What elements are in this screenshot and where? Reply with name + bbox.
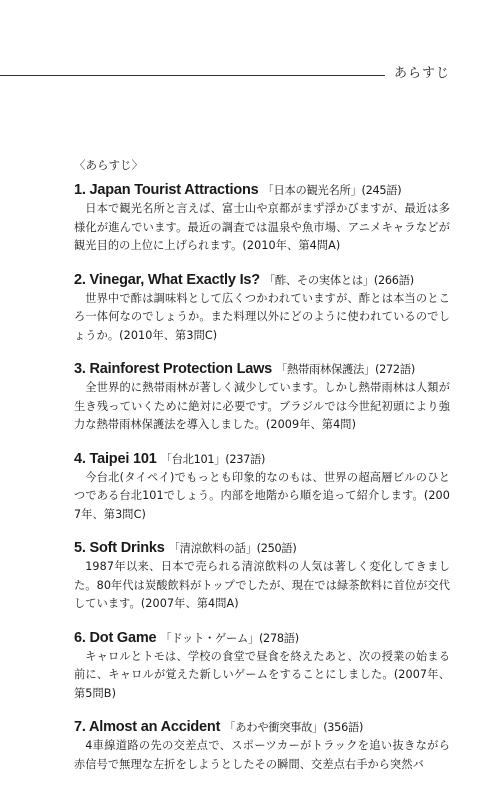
entry-summary: 4車線道路の先の交差点で、スポーツカーがトラックを追い抜きながら赤信号で無理な左折をしようとしたその瞬間、交差点右手から突然バ [74, 739, 450, 771]
entry-heading [74, 536, 450, 558]
entry-title: 4. Taipei 101 [74, 450, 157, 467]
summary-entry [74, 268, 450, 346]
entry-word-count: (278語) [258, 631, 299, 645]
entry-title: 6. Dot Game [74, 629, 157, 646]
running-header: あらすじ [394, 66, 451, 81]
summary-list [74, 178, 450, 786]
entry-title: 2. Vinegar, What Exactly Is? [74, 271, 260, 288]
entry-title: 7. Almost an Accident [74, 719, 221, 735]
entry-summary: キャロルとトモは、学校の食堂で昼食を終えたあと、次の授業の始まる前に、キャロルが覚えた新しいゲームをすることにしました。(2007年、第5問B) [74, 649, 450, 700]
entry-title: 5. Soft Drinks [74, 540, 165, 556]
entry-title: 1. Japan Tourist Attractions [74, 182, 259, 198]
entry-summary: 世界中で酢は調味料として広くつかわれていますが、酢とは本当のところ一体何なのでしょうか。また料理以外にどのように使われているのでしょうか。(2010年、第3問C) [74, 291, 450, 342]
entry-title: 3. Rainforest Protection Laws [74, 361, 273, 377]
entry-word-count: (237語) [225, 452, 266, 466]
entry-japanese-title: 「熱帯雨林保護法」 [276, 363, 376, 376]
summary-entry [74, 357, 450, 435]
summary-entry [74, 178, 450, 256]
section-label: 〈あらすじ〉 [74, 158, 143, 172]
entry-word-count: (250語) [256, 542, 297, 555]
entry-heading [74, 268, 450, 290]
entry-japanese-title: 「酢、その実体とは」 [263, 273, 374, 287]
entry-summary: 1987年以来、日本で売られる清涼飲料の人気は著しく変化してきました。80年代は炭酸飲料がトップでしたが、現在では緑茶飲料に首位が交代しています。(2007年、第4問A) [74, 560, 450, 610]
entry-heading [74, 715, 450, 737]
entry-word-count: (272語) [375, 363, 415, 376]
entry-japanese-title: 「日本の観光名所」 [262, 184, 362, 197]
entry-word-count: (266語) [373, 273, 414, 287]
entry-japanese-title: 「清涼飲料の話」 [168, 542, 257, 555]
header-rule [0, 75, 385, 76]
entry-heading [74, 357, 450, 379]
entry-word-count: (356語) [323, 721, 364, 734]
entry-heading [74, 447, 450, 469]
summary-entry [74, 536, 450, 614]
entry-japanese-title: 「台北101」 [160, 452, 226, 466]
entry-japanese-title: 「あわや衝突事故」 [224, 721, 324, 734]
entry-heading [74, 178, 450, 200]
entry-heading [74, 626, 450, 648]
entry-summary: 日本で観光名所と言えば、富士山や京都がまず浮かびますが、最近は多様化が進んでいます。最近の調査では温泉や魚市場、アニメキャラなどが観光目的の上位に上げられます。(2010年、第4問A) [74, 202, 450, 252]
summary-entry [74, 626, 450, 704]
entry-word-count: (245語) [361, 184, 402, 197]
summary-entry [74, 447, 450, 525]
entry-summary: 今台北(タイペイ)でもっとも印象的なのもは、世界の超高層ビルのひとつである台北101でしょう。内部を地階から順を追って紹介します。(2007年、第3問C) [74, 470, 450, 521]
entry-japanese-title: 「ドット・ゲーム」 [160, 631, 259, 645]
entry-summary: 全世界的に熱帯雨林が著しく減少しています。しかし熱帯雨林は人類が生き残っていくために絶対に必要です。ブラジルでは今世紀初頭により強力な熱帯雨林保護法を導入しました。(2009年、第4問) [74, 381, 450, 431]
summary-entry [74, 715, 450, 774]
